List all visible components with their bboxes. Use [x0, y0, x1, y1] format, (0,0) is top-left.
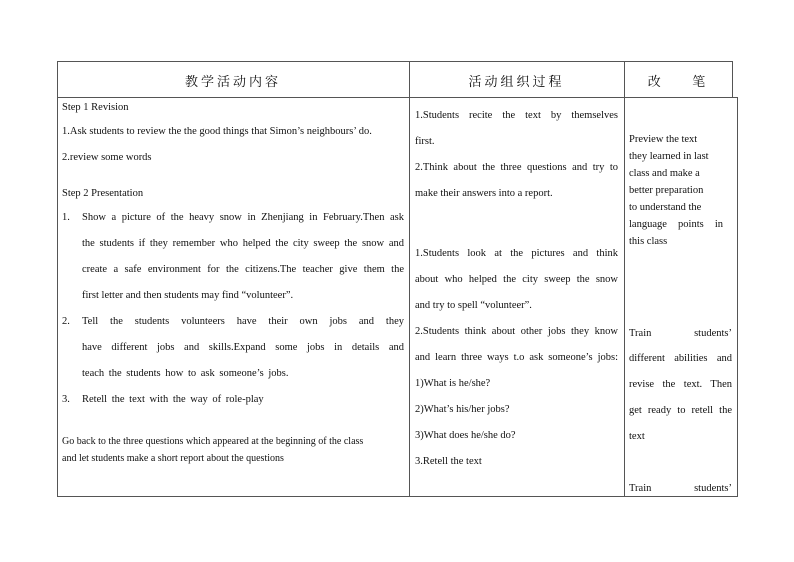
- right-r3: class and make a: [629, 168, 700, 179]
- right-r6: language points in: [629, 219, 723, 230]
- header-revision-notes: 改 笔: [647, 75, 709, 90]
- right-r5: to understand the: [629, 202, 702, 213]
- right-border-header: [732, 61, 733, 98]
- mid-q3: 3)What does he/she do?: [415, 430, 516, 441]
- mid-a3: 2.Think about the three questions and try to: [415, 162, 618, 173]
- right-border: [737, 97, 738, 497]
- mid-a1: 1.Students recite the text by themselves: [415, 110, 618, 121]
- table-top-border: [57, 61, 733, 62]
- final-line-2: and let students make a short report about the questions: [62, 453, 284, 464]
- left-border: [57, 61, 58, 497]
- divider-2: [624, 61, 625, 497]
- mid-b3: and try to spell “volunteer”.: [415, 300, 532, 311]
- mid-q2: 2)What’s his/her jobs?: [415, 404, 510, 415]
- right-s5: text: [629, 431, 645, 442]
- mid-a4: make their answers into a report.: [415, 188, 553, 199]
- right-s1: Train students’: [629, 328, 732, 339]
- item2-line-3: teach the students how to ask someone’s jobs.: [82, 368, 289, 379]
- step2-title: Step 2 Presentation: [62, 188, 144, 199]
- right-u1: Train students’: [629, 483, 732, 494]
- item1-line-4: first letter and then students may find “volunteer”.: [82, 290, 294, 301]
- mid-q1: 1)What is he/she?: [415, 378, 491, 389]
- header-teaching-content: 教学活动内容: [184, 75, 281, 90]
- step1-title: Step 1 Revision: [62, 102, 129, 113]
- step1-line-1: 1.Ask students to review the the good things that Simon’s neighbours’ do.: [62, 126, 372, 137]
- right-r2: they learned in last: [629, 151, 709, 162]
- mid-b2: about who helped the city sweep the snow: [415, 274, 618, 285]
- mid-a2: first.: [415, 136, 435, 147]
- item3-number: 3.: [62, 394, 70, 405]
- right-r7: this class: [629, 236, 668, 247]
- right-s3: revise the text. Then: [629, 379, 732, 390]
- mid-b5: and learn three ways t.o ask someone’s jobs:: [415, 352, 618, 363]
- item1-line-1: Show a picture of the heavy snow in Zhenjiang in February.Then ask: [82, 212, 404, 223]
- header-activity-process: 活动组织过程: [468, 75, 565, 90]
- header-bottom-border: [57, 97, 738, 98]
- right-r1: Preview the text: [629, 134, 698, 145]
- item2-line-2: have different jobs and skills.Expand some jobs in details and: [82, 342, 404, 353]
- mid-b4: 2.Students think about other jobs they know: [415, 326, 618, 337]
- mid-q4: 3.Retell the text: [415, 456, 482, 467]
- table-bottom-border: [57, 496, 738, 497]
- right-s2: different abilities and: [629, 353, 732, 364]
- right-s4: get ready to retell the: [629, 405, 732, 416]
- item1-line-3: create a safe environment for the citizens.The teacher give them the: [82, 264, 404, 275]
- final-line-1: Go back to the three questions which appeared at the beginning of the class: [62, 436, 364, 447]
- item2-line-1: Tell the students volunteers have their own jobs and they: [82, 316, 404, 327]
- item3-line-1: Retell the text with the way of role-play: [82, 394, 264, 405]
- right-r4: better preparation: [629, 185, 704, 196]
- mid-b1: 1.Students look at the pictures and think: [415, 248, 618, 259]
- divider-1: [409, 61, 410, 497]
- item1-number: 1.: [62, 212, 70, 223]
- item2-number: 2.: [62, 316, 70, 327]
- step1-line-2: 2.review some words: [62, 152, 152, 163]
- item1-line-2: the students if they remember who helped the city sweep the snow and: [82, 238, 404, 249]
